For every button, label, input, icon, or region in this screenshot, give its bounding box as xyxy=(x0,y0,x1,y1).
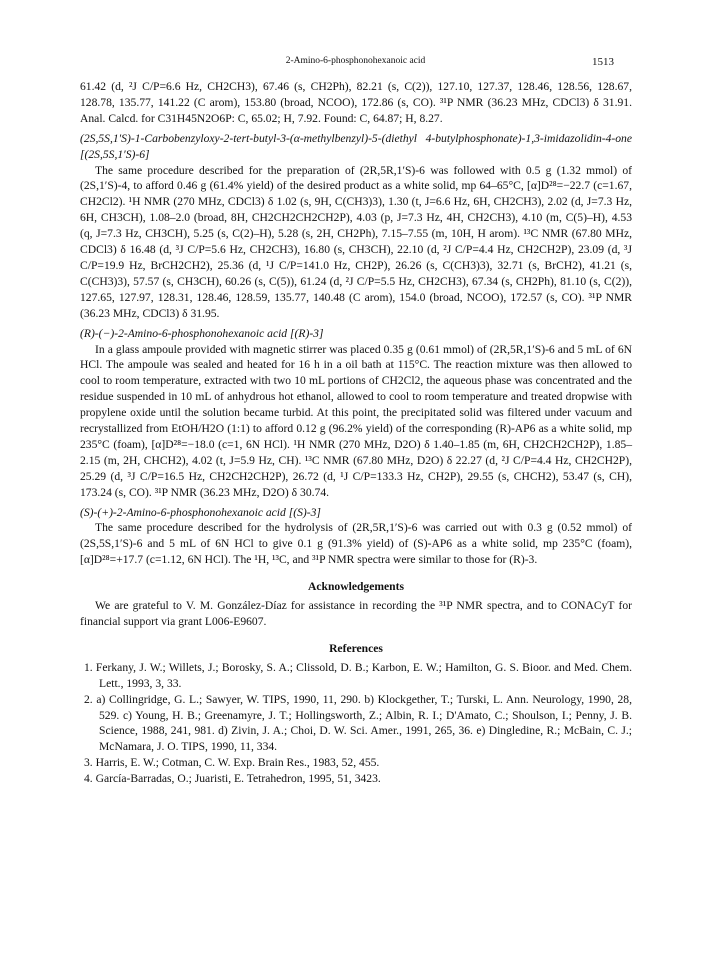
reference-item: 1. Ferkany, J. W.; Willets, J.; Borosky, S. A.; Clissold, D. B.; Karbon, E. W.; Hamilton, G. S. Bioor. and Med. Chem. Lett., 1993, 3, 33. xyxy=(84,660,632,690)
procedure-paragraph-6: The same procedure described for the preparation of (2R,5R,1′S)-6 was followed with 0.5 g (1.32 mmol) of (2S,1′S)-4, to afford 0.46 g (61.4% yield) of the desired product as a white solid, mp 64–65°C, [α]D²⁸=−22.7 (c=1.67, CH2Cl2). ¹H NMR (270 MHz, CDCl3) δ 1.02 (s, 9H, C(CH3)3), 1.30 (t, J=6.6 Hz, 6H, CH2CH3), 2.02 (d, J=7.3 Hz, 6H, CH3CH), 1.08–2.0 (broad, 8H, CH2CH2CH2CH2P), 4.03 (p, J=7.3 Hz, 4H, CH2CH3), 4.10 (m, C(5)–H), 4.53 (q, J=7.3 Hz, CH3CH), 5.25 (s, C(2)–H), 5.28 (s, 2H, CH2Ph), 7.15–7.55 (m, 10H, H arom). ¹³C NMR (67.80 MHz, CDCl3) δ 16.48 (d, ³J C/P=5.6 Hz, CH2CH3), 16.80 (s, CH3CH), 22.10 (d, ²J C/P=4.4 Hz, CH2CH2P), 23.09 (d, ³J C/P=19.9 Hz, BrCH2CH2), 25.36 (d, ¹J C/P=141.0 Hz, CH2P), 26.26 (s, C(CH3)3), 32.71 (s, BrCH2), 41.21 (s, C(CH3)3), 57.57 (s, CH3CH), 60.26 (s, C(5)), 61.24 (d, ²J C/P=5.5 Hz, CH2CH3), 67.34 (s, CH2Ph), 81.10 (s, C(2)), 127.65, 127.97, 128.31, 128.46, 128.59, 135.77, 140.48 (C arom), 154.0 (broad, NCOO), 172.57 (s, CO). ³¹P NMR (36.23 MHz, CDCl3) δ 31.95. xyxy=(80,163,632,320)
reference-item: 3. Harris, E. W.; Cotman, C. W. Exp. Brain Res., 1983, 52, 455. xyxy=(84,756,380,770)
compound-heading-6: (2S,5S,1′S)-1-Carbobenzyloxy-2-tert-butyl-3-(α-methylbenzyl)-5-(diethyl 4-butylphosphonate)-1,3-imidazolidin-4-one [(2S,5S,1′S)-6] xyxy=(80,131,632,161)
carryover-paragraph: 61.42 (d, ²J C/P=6.6 Hz, CH2CH3), 67.46 (s, CH2Ph), 82.21 (s, C(2)), 127.10, 127.37, 128.46, 128.56, 128.67, 128.78, 135.77, 141.22 (C arom), 153.80 (broad, NCOO), 172.86 (s, CO). ³¹P NMR (36.23 MHz, CDCl3) δ 31.91. Anal. Calcd. for C31H45N2O6P: C, 65.02; H, 7.92. Found: C, 64.87; H, 8.27. xyxy=(80,80,632,125)
acknowledgements-title: Acknowledgements xyxy=(308,580,404,594)
reference-item: 2. a) Collingridge, G. L.; Sawyer, W. TIPS, 1990, 11, 290. b) Klockgether, T.; Turski, L. Ann. Neurology, 1990, 28, 529. c) Young, H. B.; Greenamyre, J. T.; Hollingsworth, Z.; Albin, R. I.; D'Amato, C.; Shoulson, I.; Penny, J. B. Science, 1988, 241, 981. d) Zivin, J. A.; Choi, D. W. Sci. Amer., 1991, 265, 36. e) Dingledine, R.; McBain, C. J.; McNamara, J. O. TIPS, 1990, 11, 334. xyxy=(84,692,632,754)
acknowledgements-text: We are grateful to V. M. González-Díaz for assistance in recording the ³¹P NMR spectra, and to CONACyT for financial support via grant L006-E9607. xyxy=(80,599,632,628)
procedure-paragraph-r3: In a glass ampoule provided with magnetic stirrer was placed 0.35 g (0.61 mmol) of (2R,5R,1′S)-6 and 5 mL of 6N HCl. The ampoule was sealed and heated for 16 h in a oil bath at 115°C. The reaction mixture was then allowed to cool to room temperature, extracted with two 10 mL portions of CH2Cl2, the aqueous phase was concentrated and the residue suspended in 10 mL of anhydrous hot ethanol, allowed to cool to room temperature and treated dropwise with propylene oxide until the solution became turbid. At this point, the precipitated solid was filtered under vacuum and recrystallized from EtOH/H2O (1:1) to afford 0.12 g (96.2% yield) of the corresponding (R)-AP6 as a white solid, mp 235°C (foam), [α]D²⁸=−18.0 (c=1, 6N HCl). ¹H NMR (270 MHz, D2O) δ 1.40–1.85 (m, 6H, CH2CH2CH2P), 1.85–2.15 (m, 2H, CHCH2), 4.02 (t, J=5.9 Hz, CH). ¹³C NMR (67.80 MHz, D2O) δ 22.27 (d, ²J C/P=4.4 Hz, CH2CH2P), 25.29 (d, ³J C/P=16.5 Hz, CH2CH2CH2P), 26.72 (d, ¹J C/P=133.3 Hz, CH2P), 29.55 (s, CHCH2), 53.47 (s, CH), 173.24 (s, CO). ³¹P NMR (36.23 MHz, D2O) δ 30.74. xyxy=(80,342,632,499)
procedure-paragraph-s3: The same procedure described for the hydrolysis of (2R,5R,1′S)-6 was carried out with 0.3 g (0.52 mmol) of (2S,5S,1′S)-6 and 5 mL of 6N HCl to give 0.1 g (91.3% yield) of (S)-AP6 as a white solid, mp 235°C (foam), [α]D²⁸=+17.7 (c=1.12, 6N HCl). The ¹H, ¹³C, and ³¹P NMR spectra were similar to those for (R)-3. xyxy=(80,521,632,567)
running-title: 2-Amino-6-phosphonohexanoic acid xyxy=(285,56,426,66)
article-body xyxy=(80,79,632,787)
references-title: References xyxy=(329,641,383,655)
compound-heading-s3: (S)-(+)-2-Amino-6-phosphonohexanoic acid [(S)-3] xyxy=(80,505,321,519)
page-number: 1513 xyxy=(592,56,614,68)
reference-item: 4. García-Barradas, O.; Juaristi, E. Tetrahedron, 1995, 51, 3423. xyxy=(84,772,381,786)
running-header xyxy=(0,56,711,72)
compound-heading-r3: (R)-(−)-2-Amino-6-phosphonohexanoic acid [(R)-3] xyxy=(80,326,324,340)
